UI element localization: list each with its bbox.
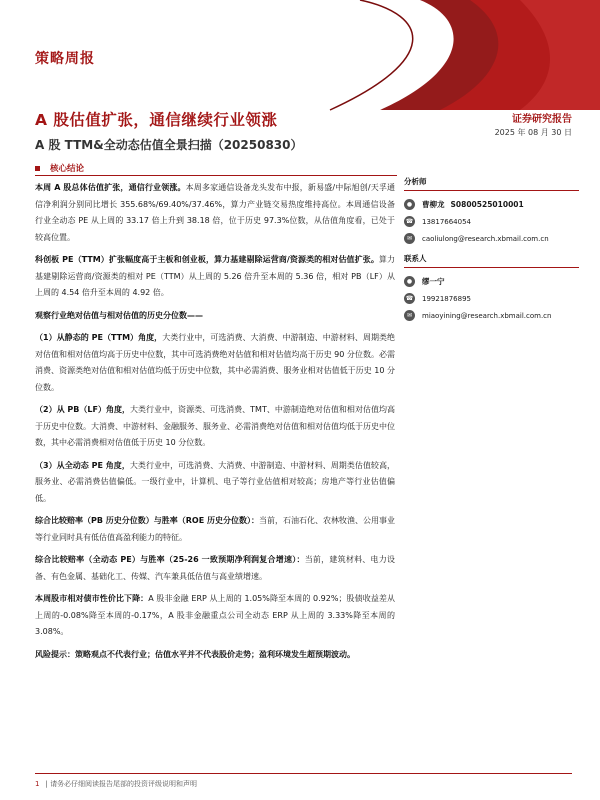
footer-divider (35, 773, 572, 774)
paragraph-5-text: 大类行业中，资源类、可选消费、TMT、中游制造绝对估值和相对估值均高于历史中位数。大消费、中游材料、金融服务、服务业、必需消费绝对估值和相对估值均低于历史中位数，其中必需消费相对估值低于历史 10 分位数。 (35, 405, 395, 447)
paragraph-7-text: 当前，石油石化、农林牧渔、公用事业等行业同时具有低估值高盈利能力的特征。 (35, 516, 395, 542)
paragraph-5-lead: （2）从 PB（LF）角度， (35, 405, 130, 414)
contact-email-row (404, 307, 579, 324)
report-date: 2025 年 08 月 30 日 (494, 128, 572, 137)
contact-phone: 19921876895 (422, 294, 471, 303)
paragraph-8-lead: 综合比较赔率（全动态 PE）与胜率（25-26 一致预期净利润复合增速）： (35, 555, 305, 564)
paragraph-6 (35, 458, 395, 508)
paragraph-2 (35, 252, 395, 302)
contact-email[interactable]: miaoyining@research.xbmail.com.cn (422, 311, 552, 320)
analyst-phone-row (404, 213, 579, 230)
contact-name: 缪一宁 (422, 277, 445, 286)
section-heading-label: 核心结论 (50, 164, 85, 174)
analyst-cert: S0800525010001 (450, 200, 524, 209)
paragraph-6-lead: （3）从全动态 PE 角度， (35, 460, 130, 470)
analyst-email[interactable]: caoliulong@research.xbmail.com.cn (422, 234, 549, 243)
body-content (35, 180, 395, 669)
paragraph-8 (35, 552, 395, 585)
paragraph-10-lead: 风险提示： (35, 649, 75, 659)
email-icon: ✉ (404, 233, 415, 244)
sidebar (404, 176, 579, 324)
analyst-phone: 13817664054 (422, 217, 471, 226)
paragraph-1-lead: 本周 A 股总体估值扩张，通信行业领涨。 (35, 183, 186, 192)
paragraph-7 (35, 513, 395, 546)
paragraph-10 (35, 647, 395, 664)
analyst-name-row (404, 196, 579, 213)
paragraph-9-text: A 股非金融 ERP 从上周的 1.05%降至本周的 0.92%；股债收益差从上周的-0.08%降至本周的-0.17%，A 股非金融重点公司全动态 ERP 从上周的 3.33%降至本周的 3.08%。 (35, 594, 396, 636)
header-banner (0, 0, 600, 115)
contact-header: 联系人 (404, 253, 579, 268)
person-icon: ● (404, 199, 415, 210)
paragraph-5 (35, 402, 395, 452)
analyst-email-row (404, 230, 579, 247)
contact-phone-row (404, 290, 579, 307)
paragraph-8-text: 当前，建筑材料、电力设备、有色金属、基础化工、传媒、汽车兼具低估值与高业绩增速。 (35, 555, 396, 581)
paragraph-1-text: 本周多家通信设备龙头发布中报，新易盛/中际旭创/天孚通信净利润分别同比增长 355.68%/69.40%/37.46%，算力产业链交易热度维持高位。本周通信设备行业全动态 PE 从上周的 33.17 倍上升到 38.18 倍，位于历史 97.3%位数，从估值角度看，已处于较高位置。 (35, 183, 395, 242)
footer-sep: | (45, 780, 51, 788)
paragraph-7-lead: 综合比较赔率（PB 历史分位数）与胜率（ROE 历史分位数）： (35, 516, 259, 525)
phone-icon: ☎ (405, 218, 414, 225)
paragraph-9 (35, 591, 395, 641)
section-heading (35, 162, 84, 174)
footer (35, 779, 197, 789)
paragraph-4-text: 大类行业中，可选消费、大消费、中游制造、中游材料、周期类绝对估值和相对估值均高于历史中位数，其中可选消费绝对估值和相对估值均高于历史 90 分位数。必需消费、资源类绝对估值和相对估值均低于历史中位数，其中必需消费、服务业相对估值低于历史 10 分位数。 (35, 333, 395, 392)
banner-title: 策略周报 (35, 51, 95, 67)
page-title: A 股估值扩张，通信继续行业领涨 (35, 111, 278, 129)
paragraph-2-lead: 科创板 PE（TTM）扩张幅度高于主板和创业板，算力基建剔除运营商/资源类的相对估值扩张。 (35, 255, 379, 264)
page-subtitle: A 股 TTM&全动态估值全景扫描（20250830） (35, 138, 303, 152)
contact-name-row (404, 273, 579, 290)
phone-icon: ☎ (405, 295, 414, 302)
section-divider (35, 175, 397, 176)
paragraph-9-lead: 本周股市相对债市性价比下降： (35, 594, 149, 603)
paragraph-2-text: 算力基建剔除运营商/资源类的相对 PE（TTM）从上周的 5.26 倍升至本周的 5.36 倍，相对 PB（LF）从上周的 4.54 倍升至本周的 4.92 倍。 (35, 255, 395, 297)
analyst-header: 分析师 (404, 176, 579, 191)
bullet-icon (35, 166, 40, 171)
person-icon: ● (404, 276, 415, 287)
analyst-name: 曹柳龙 (422, 200, 445, 209)
page-number: 1 (35, 780, 40, 788)
email-icon: ✉ (404, 310, 415, 321)
paragraph-3 (35, 308, 395, 325)
paragraph-1 (35, 180, 395, 246)
paragraph-6-text: 大类行业中，可选消费、大消费、中游制造、中游材料、周期类估值较高，服务业、必需消费估值偏低。一级行业中，计算机、电子等行业估值相对较高；房地产等行业估值偏低。 (35, 460, 396, 503)
report-type-label: 证券研究报告 (512, 114, 572, 125)
paragraph-4 (35, 330, 395, 396)
footer-disclaimer: 请务必仔细阅读报告尾部的投资评级说明和声明 (50, 780, 198, 788)
paragraph-3-lead: 观察行业绝对估值与相对估值的历史分位数—— (35, 310, 203, 320)
paragraph-4-lead: （1）从静态的 PE（TTM）角度， (35, 333, 163, 342)
paragraph-10-text: 策略观点不代表行业；估值水平并不代表股价走势；盈利环境发生超预期波动。 (75, 649, 355, 659)
